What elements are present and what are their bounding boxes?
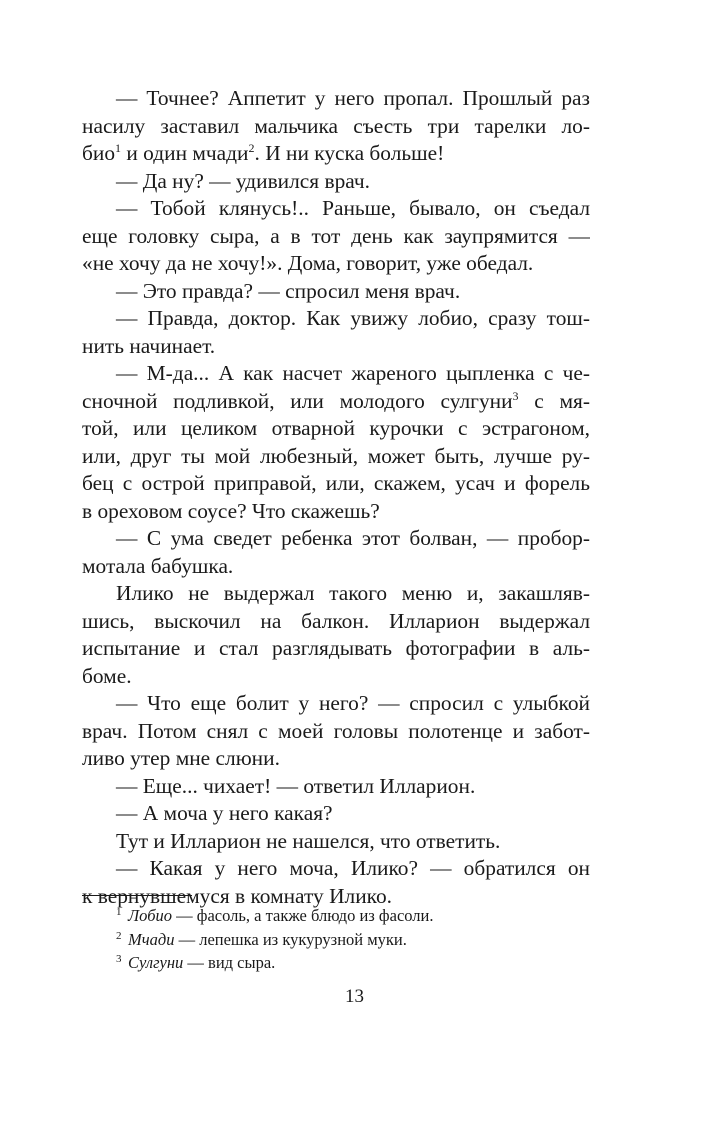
text-line: био$^1$ и один мчади$^2$. И ни куска больше! xyxy=(82,141,445,165)
text-line: ливо утер мне слюни. xyxy=(82,746,280,770)
text-line: — Что еще болит у него? — спросил с улыбкой xyxy=(116,691,590,715)
footnote-divider xyxy=(82,895,192,896)
footnote-text: — вид сыра. xyxy=(183,953,276,972)
text-line: — Правда, доктор. Как увижу лобио, сразу тош- xyxy=(116,306,590,330)
text-line: — С ума сведет ребенка этот болван, — пробор- xyxy=(116,526,590,550)
footnote: 3 Сулгуни — вид сыра. xyxy=(116,953,276,972)
body-text xyxy=(82,85,590,910)
text-line: нить начинает. xyxy=(82,333,216,358)
text-line: бец с острой приправой, или, скажем, усач и форель xyxy=(82,471,590,495)
footnote: 1 Лобио — фасоль, а также блюдо из фасоли. xyxy=(116,906,434,925)
text-line: к вернувшемуся в комнату Илико. xyxy=(82,883,393,908)
footnote: 2 Мчади — лепешка из кукурузной муки. xyxy=(116,929,407,949)
text-line: — Это правда? — спросил меня врач. xyxy=(116,278,461,303)
text-line: той, или целиком отварной курочки с эстрагоном, xyxy=(82,416,590,440)
text-line: насилу заставил мальчика съесть три тарелки ло- xyxy=(82,113,590,138)
text-line: Тут и Илларион не нашелся, что ответить. xyxy=(116,828,501,853)
footnotes xyxy=(116,904,590,975)
text-line: испытание и стал разглядывать фотографии в аль- xyxy=(82,636,590,660)
text-line: шись, выскочил на балкон. Илларион выдержал xyxy=(82,608,590,633)
footnote-ref: 2 xyxy=(248,141,255,155)
text-line: в ореховом соусе? Что скажешь? xyxy=(82,498,380,523)
text-line: еще головку сыра, а в тот день как заупрямится — xyxy=(82,223,590,248)
text-line: — Еще... чихает! — ответил Илларион. xyxy=(116,773,476,798)
page-number: 13 xyxy=(345,986,364,1007)
text-line: сночной подливкой, или молодого сулгуни$^3$ с мя- xyxy=(82,388,590,413)
footnote-term: Мчади xyxy=(128,929,175,949)
text-line: «не хочу да не хочу!». Дома, говорит, уже обедал. xyxy=(82,251,534,275)
text-line: — М-да... А как насчет жареного цыпленка с че- xyxy=(116,361,590,385)
footnote-term: Сулгуни xyxy=(128,953,184,972)
text-line: мотала бабушка. xyxy=(82,553,234,578)
text-line: врач. Потом снял с моей головы полотенце и забот- xyxy=(82,718,590,743)
text-line: — Какая у него моча, Илико? — обратился он xyxy=(116,856,590,880)
footnote-term: Лобио xyxy=(128,906,173,925)
text-line: или, друг ты мой любезный, может быть, лучше ру- xyxy=(82,443,590,468)
text-line: — А моча у него какая? xyxy=(116,801,333,825)
footnote-ref: 1 xyxy=(115,141,122,155)
text-line: — Тобой клянусь!.. Раньше, бывало, он съедал xyxy=(116,196,590,220)
text-line: Илико не выдержал такого меню и, закашляв- xyxy=(116,581,590,605)
footnote-ref: 3 xyxy=(512,388,519,403)
footnote-text: — фасоль, а также блюдо из фасоли. xyxy=(172,906,434,925)
footnote-text: — лепешка из кукурузной муки. xyxy=(174,929,407,949)
text-line: боме. xyxy=(82,663,132,688)
text-line: — Точнее? Аппетит у него пропал. Прошлый раз xyxy=(116,86,590,110)
text-line: — Да ну? — удивился врач. xyxy=(116,168,371,193)
